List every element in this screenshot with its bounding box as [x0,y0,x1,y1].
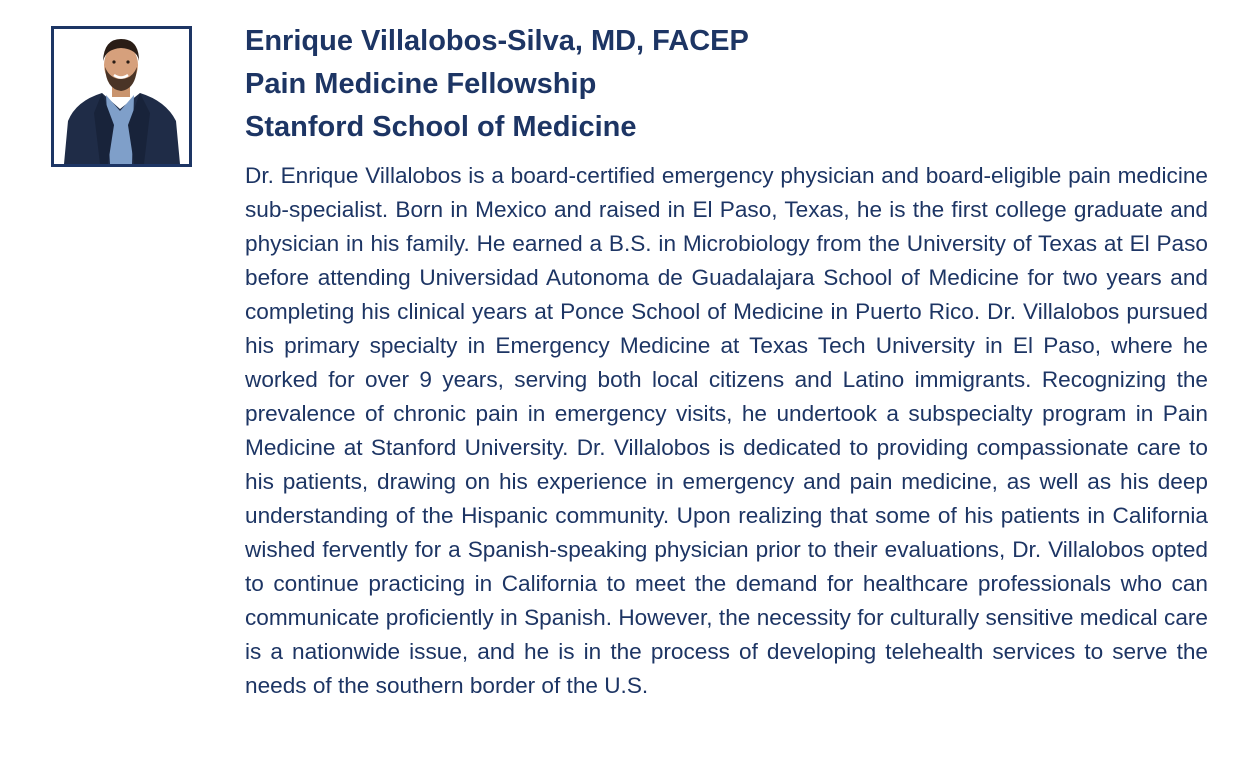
biography-text: Dr. Enrique Villalobos is a board-certified emergency physician and board-eligible pain medicine sub-specialist. Born in Mexico and raised in El Paso, Texas, he is the first college graduate and physician in his family. He earned a B.S. in Microbiology from the University of Texas at El Paso before attending Universidad Autonoma de Guadalajara School of Medicine for two years and completing his clinical years at Ponce School of Medicine in Puerto Rico. Dr. Villalobos pursued his primary specialty in Emergency Medicine at Texas Tech University in El Paso, where he worked for over 9 years, serving both local citizens and Latino immigrants. Recognizing the prevalence of chronic pain in emergency visits, he undertook a subspecialty program in Pain Medicine at Stanford University. Dr. Villalobos is dedicated to providing compassionate care to his patients, drawing on his experience in emergency and pain medicine, as well as his deep understanding of the Hispanic community. Upon realizing that some of his patients in California wished fervently for a Spanish-speaking physician prior to their evaluations, Dr. Villalobos opted to continue practicing in California to meet the demand for healthcare professionals who can communicate proficiently in Spanish. However, the necessity for culturally sensitive medical care is a nationwide issue, and he is in the process of developing telehealth services to serve the needs of the southern border of the U.S. [245,163,1208,698]
program-title: Pain Medicine Fellowship [245,68,597,100]
school-title: Stanford School of Medicine [245,111,637,143]
profile-name: Enrique Villalobos-Silva, MD, FACEP [245,25,749,57]
profile-content [245,20,1208,703]
profile-photo [51,26,192,167]
portrait-image [54,29,189,164]
